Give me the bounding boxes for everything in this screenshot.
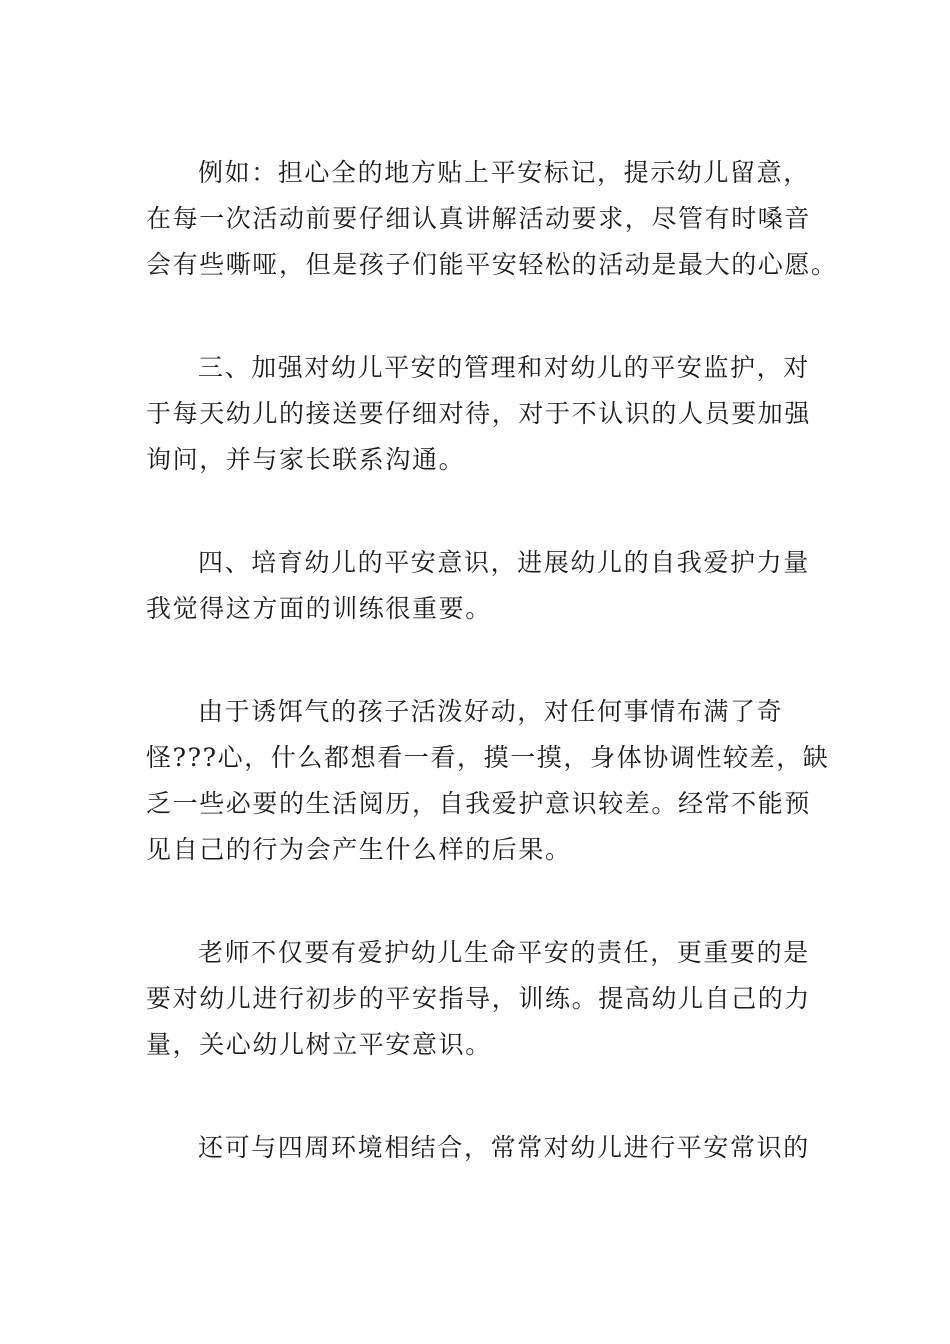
paragraph-line: 见自己的行为会产生什么样的后果。 <box>146 835 572 864</box>
paragraph-line: 怪???心，什么都想看一看，摸一摸，身体协调性较差，缺 <box>146 743 830 772</box>
paragraph-spacer <box>146 288 806 345</box>
paragraph-line: 我觉得这方面的训练很重要。 <box>146 594 492 623</box>
paragraph-line: 乏一些必要的生活阅历，自我爱护意识较差。经常不能预 <box>146 789 812 818</box>
paragraph-spacer <box>146 632 806 689</box>
paragraph-example <box>146 150 838 288</box>
paragraph-line: 量，关心幼儿树立平安意识。 <box>146 1030 492 1059</box>
paragraph-section-three <box>146 345 812 483</box>
paragraph-line: 询问，并与家长联系沟通。 <box>146 445 466 474</box>
paragraph-line: 在每一次活动前要仔细认真讲解活动要求，尽管有时嗓音 <box>146 204 812 233</box>
paragraph-spacer <box>146 1068 806 1125</box>
paragraph-environment <box>146 1125 810 1171</box>
paragraph-line: 会有些嘶哑，但是孩子们能平安轻松的活动是最大的心愿。 <box>146 250 838 279</box>
paragraph-line: 要对幼儿进行初步的平安指导，训练。提高幼儿自己的力 <box>146 984 812 1013</box>
paragraph-section-four <box>146 540 810 632</box>
paragraph-teacher-duty <box>146 930 812 1068</box>
paragraph-spacer <box>146 483 806 540</box>
paragraph-line: 由于诱饵气的孩子活泼好动，对任何事情布满了奇 <box>198 697 784 726</box>
paragraph-spacer <box>146 873 806 930</box>
document-body <box>146 150 838 1171</box>
paragraph-line: 老师不仅要有爱护幼儿生命平安的责任，更重要的是 <box>198 938 810 967</box>
paragraph-line: 还可与四周环境相结合，常常对幼儿进行平安常识的 <box>198 1133 810 1162</box>
paragraph-line: 例如：担心全的地方贴上平安标记，提示幼儿留意， <box>198 158 810 187</box>
paragraph-line: 四、培育幼儿的平安意识，进展幼儿的自我爱护力量 <box>198 548 810 577</box>
paragraph-line: 三、加强对幼儿平安的管理和对幼儿的平安监护，对 <box>198 353 810 382</box>
paragraph-line: 于每天幼儿的接送要仔细对待，对于不认识的人员要加强 <box>146 399 812 428</box>
paragraph-children-traits <box>146 689 830 873</box>
